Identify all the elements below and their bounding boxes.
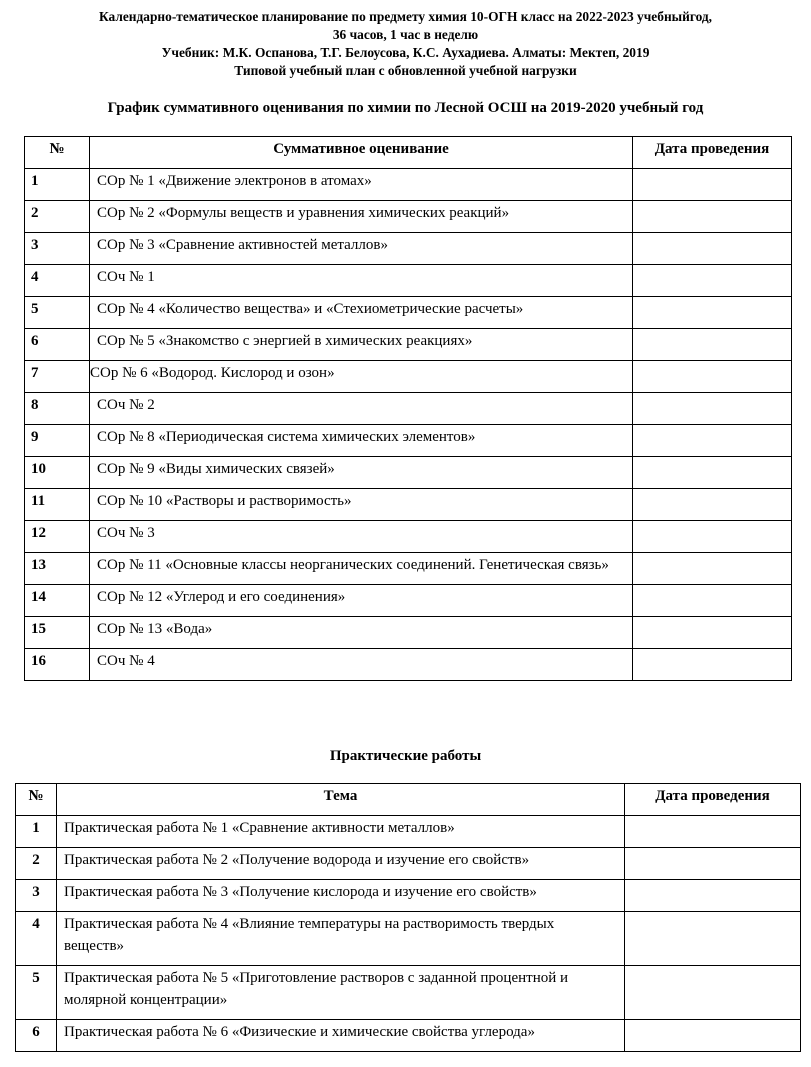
practical-title: Практические работы	[329, 748, 482, 764]
row-number: 3	[25, 233, 90, 265]
date-cell[interactable]	[625, 1020, 801, 1052]
row-number: 6	[25, 329, 90, 361]
row-number: 9	[25, 425, 90, 457]
table-row	[25, 457, 792, 489]
row-title: СОч № 2	[90, 393, 633, 425]
row-number: 5	[16, 966, 57, 1020]
row-number: 14	[25, 585, 90, 617]
row-number: 10	[25, 457, 90, 489]
table-row	[25, 617, 792, 649]
col-number-header: №	[25, 137, 90, 169]
row-title: СОр № 1 «Движение электронов в атомах»	[90, 169, 633, 201]
header-line-2: 36 часов, 1 час в неделю	[332, 27, 479, 42]
date-cell[interactable]	[625, 912, 801, 966]
table-row	[25, 233, 792, 265]
table-row	[25, 585, 792, 617]
row-title: СОр № 11 «Основные классы неорганических соединений. Генетическая связь»	[90, 553, 633, 585]
date-cell[interactable]	[633, 201, 792, 233]
date-cell[interactable]	[625, 966, 801, 1020]
document-header	[0, 8, 811, 80]
row-title: СОч № 3	[90, 521, 633, 553]
summative-title: График суммативного оценивания по химии по Лесной ОСШ на 2019-2020 учебный год	[107, 100, 704, 116]
date-cell[interactable]	[625, 880, 801, 912]
practical-body	[16, 816, 801, 1052]
date-cell[interactable]	[633, 617, 792, 649]
row-number: 2	[25, 201, 90, 233]
row-number: 15	[25, 617, 90, 649]
date-cell[interactable]	[633, 457, 792, 489]
row-title: Практическая работа № 2 «Получение водорода и изучение его свойств»	[57, 848, 625, 880]
header-line-1: Календарно-тематическое планирование по предмету химия 10-ОГН класс на 2022-2023 учебныйгод,	[98, 9, 713, 24]
table-row	[16, 880, 801, 912]
date-cell[interactable]	[625, 816, 801, 848]
row-number: 1	[25, 169, 90, 201]
col-topic-header: Тема	[57, 784, 625, 816]
table-row	[16, 912, 801, 966]
row-title: СОр № 10 «Растворы и растворимость»	[90, 489, 633, 521]
table-row	[16, 966, 801, 1020]
date-cell[interactable]	[633, 649, 792, 681]
date-cell[interactable]	[633, 297, 792, 329]
header-line-3: Учебник: М.К. Оспанова, Т.Г. Белоусова, К.С. Аухадиева. Алматы: Мектеп, 2019	[161, 45, 650, 60]
row-title: СОр № 2 «Формулы веществ и уравнения химических реакций»	[90, 201, 633, 233]
date-cell[interactable]	[633, 425, 792, 457]
date-cell[interactable]	[633, 361, 792, 393]
row-title: СОр № 3 «Сравнение активностей металлов»	[90, 233, 633, 265]
row-number: 2	[16, 848, 57, 880]
date-cell[interactable]	[633, 585, 792, 617]
date-cell[interactable]	[633, 521, 792, 553]
row-number: 1	[16, 816, 57, 848]
row-number: 3	[16, 880, 57, 912]
row-title: Практическая работа № 6 «Физические и химические свойства углерода»	[57, 1020, 625, 1052]
date-cell[interactable]	[633, 329, 792, 361]
row-title: СОр № 4 «Количество вещества» и «Стехиометрические расчеты»	[90, 297, 633, 329]
row-number: 6	[16, 1020, 57, 1052]
table-row	[25, 649, 792, 681]
date-cell[interactable]	[633, 393, 792, 425]
row-title: Практическая работа № 4 «Влияние температуры на растворимость твердых веществ»	[57, 912, 625, 966]
row-title: СОр № 13 «Вода»	[90, 617, 633, 649]
table-row	[25, 553, 792, 585]
col-number-header: №	[16, 784, 57, 816]
table-row	[16, 848, 801, 880]
table-row	[25, 393, 792, 425]
row-title: СОч № 1	[90, 265, 633, 297]
col-date-header: Дата проведения	[625, 784, 801, 816]
col-date-header: Дата проведения	[633, 137, 792, 169]
row-number: 4	[16, 912, 57, 966]
date-cell[interactable]	[633, 169, 792, 201]
table-row	[25, 361, 792, 393]
table-row	[25, 521, 792, 553]
date-cell[interactable]	[633, 553, 792, 585]
practical-table	[15, 783, 801, 1052]
row-number: 11	[25, 489, 90, 521]
row-number: 4	[25, 265, 90, 297]
row-title: СОр № 9 «Виды химических связей»	[90, 457, 633, 489]
row-title: Практическая работа № 5 «Приготовление растворов с заданной процентной и молярной концентрации»	[57, 966, 625, 1020]
table-row	[25, 169, 792, 201]
summative-header-row	[25, 137, 792, 169]
summative-table	[24, 136, 792, 681]
date-cell[interactable]	[633, 489, 792, 521]
row-number: 16	[25, 649, 90, 681]
summative-body	[25, 169, 792, 681]
row-title: СОр № 6 «Водород. Кислород и озон»	[90, 361, 633, 393]
table-row	[25, 297, 792, 329]
table-row	[25, 265, 792, 297]
table-row	[25, 489, 792, 521]
table-row	[16, 1020, 801, 1052]
date-cell[interactable]	[625, 848, 801, 880]
table-row	[25, 201, 792, 233]
row-number: 8	[25, 393, 90, 425]
row-title: Практическая работа № 1 «Сравнение активности металлов»	[57, 816, 625, 848]
header-line-4: Типовой учебный план с обновленной учебной нагрузки	[234, 63, 577, 78]
table-row	[16, 816, 801, 848]
row-number: 5	[25, 297, 90, 329]
practical-header-row	[16, 784, 801, 816]
date-cell[interactable]	[633, 233, 792, 265]
row-title: СОр № 8 «Периодическая система химических элементов»	[90, 425, 633, 457]
table-row	[25, 425, 792, 457]
row-title: Практическая работа № 3 «Получение кислорода и изучение его свойств»	[57, 880, 625, 912]
col-assessment-header: Суммативное оценивание	[90, 137, 633, 169]
row-title: СОр № 5 «Знакомство с энергией в химических реакциях»	[90, 329, 633, 361]
table-row	[25, 329, 792, 361]
date-cell[interactable]	[633, 265, 792, 297]
row-number: 7	[25, 361, 90, 393]
row-title: СОч № 4	[90, 649, 633, 681]
row-number: 13	[25, 553, 90, 585]
row-number: 12	[25, 521, 90, 553]
row-title: СОр № 12 «Углерод и его соединения»	[90, 585, 633, 617]
